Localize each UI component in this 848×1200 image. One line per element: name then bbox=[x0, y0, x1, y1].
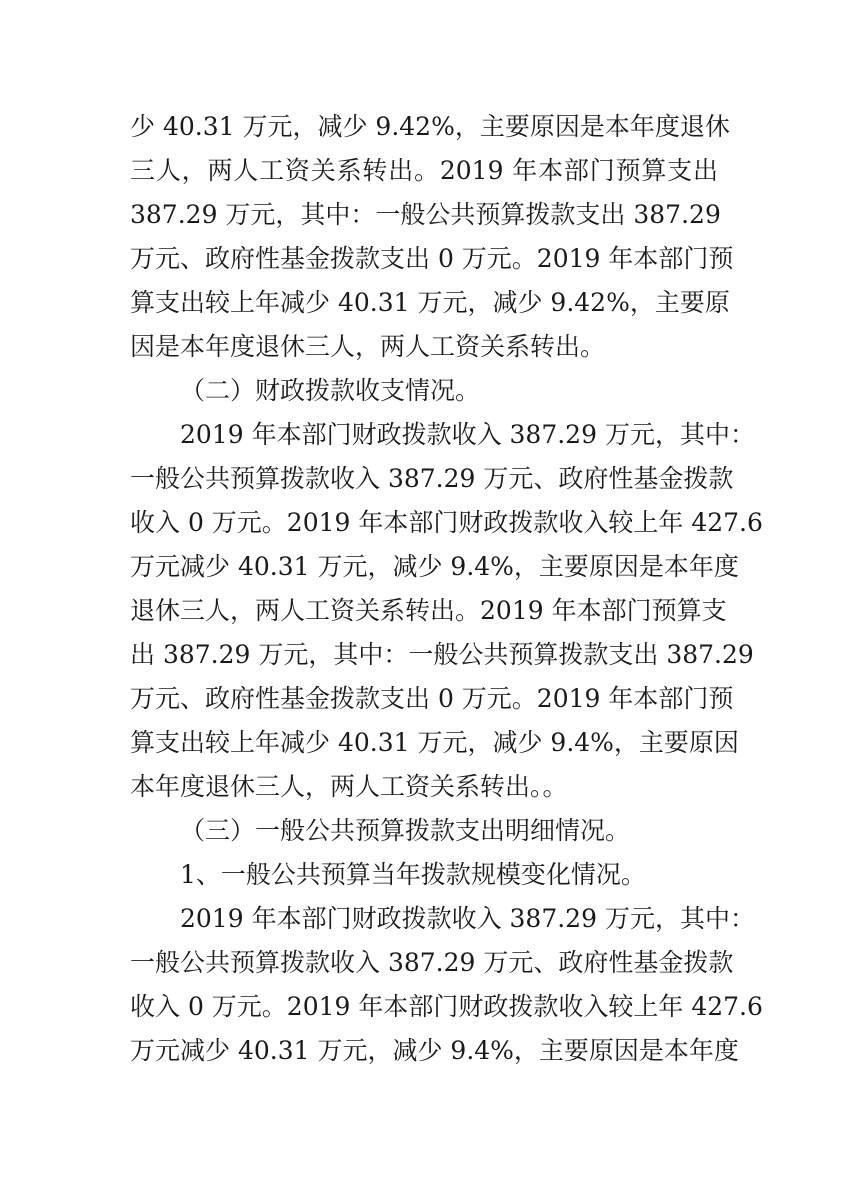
text-line: 387.29 万元，其中：一般公共预算拨款支出 387.29 bbox=[130, 200, 721, 229]
subsection-heading: 1、一般公共预算当年拨款规模变化情况。 bbox=[180, 860, 646, 889]
text-line: 收入 0 万元。2019 年本部门财政拨款收入较上年 427.6 bbox=[130, 508, 763, 537]
text-line: 因是本年度退休三人，两人工资关系转出。 bbox=[130, 332, 606, 361]
text-line: 万元减少 40.31 万元，减少 9.4%，主要原因是本年度 bbox=[130, 552, 739, 581]
text-line: 万元减少 40.31 万元，减少 9.4%，主要原因是本年度 bbox=[130, 1036, 739, 1065]
text-line: 三人，两人工资关系转出。2019 年本部门预算支出 bbox=[130, 156, 718, 185]
text-line: 出 387.29 万元，其中：一般公共预算拨款支出 387.29 bbox=[130, 640, 754, 669]
text-line: 退休三人，两人工资关系转出。2019 年本部门预算支 bbox=[130, 596, 727, 625]
text-line: 一般公共预算拨款收入 387.29 万元、政府性基金拨款 bbox=[130, 464, 734, 493]
text-line: 一般公共预算拨款收入 387.29 万元、政府性基金拨款 bbox=[130, 948, 734, 977]
section-heading: （三）一般公共预算拨款支出明细情况。 bbox=[180, 816, 631, 845]
text-line: 2019 年本部门财政拨款收入 387.29 万元，其中： bbox=[180, 420, 755, 449]
text-line: 万元、政府性基金拨款支出 0 万元。2019 年本部门预 bbox=[130, 244, 734, 273]
text-line: 算支出较上年减少 40.31 万元，减少 9.4%，主要原因 bbox=[130, 728, 739, 757]
text-line: 2019 年本部门财政拨款收入 387.29 万元，其中： bbox=[180, 904, 755, 933]
section-heading: （二）财政拨款收支情况。 bbox=[180, 376, 481, 405]
text-line: 本年度退休三人，两人工资关系转出。。 bbox=[130, 772, 568, 801]
text-line: 算支出较上年减少 40.31 万元，减少 9.42%，主要原 bbox=[130, 288, 730, 317]
text-line: 收入 0 万元。2019 年本部门财政拨款收入较上年 427.6 bbox=[130, 992, 763, 1021]
text-line: 少 40.31 万元，减少 9.42%，主要原因是本年度退休 bbox=[130, 112, 730, 141]
text-line: 万元、政府性基金拨款支出 0 万元。2019 年本部门预 bbox=[130, 684, 734, 713]
